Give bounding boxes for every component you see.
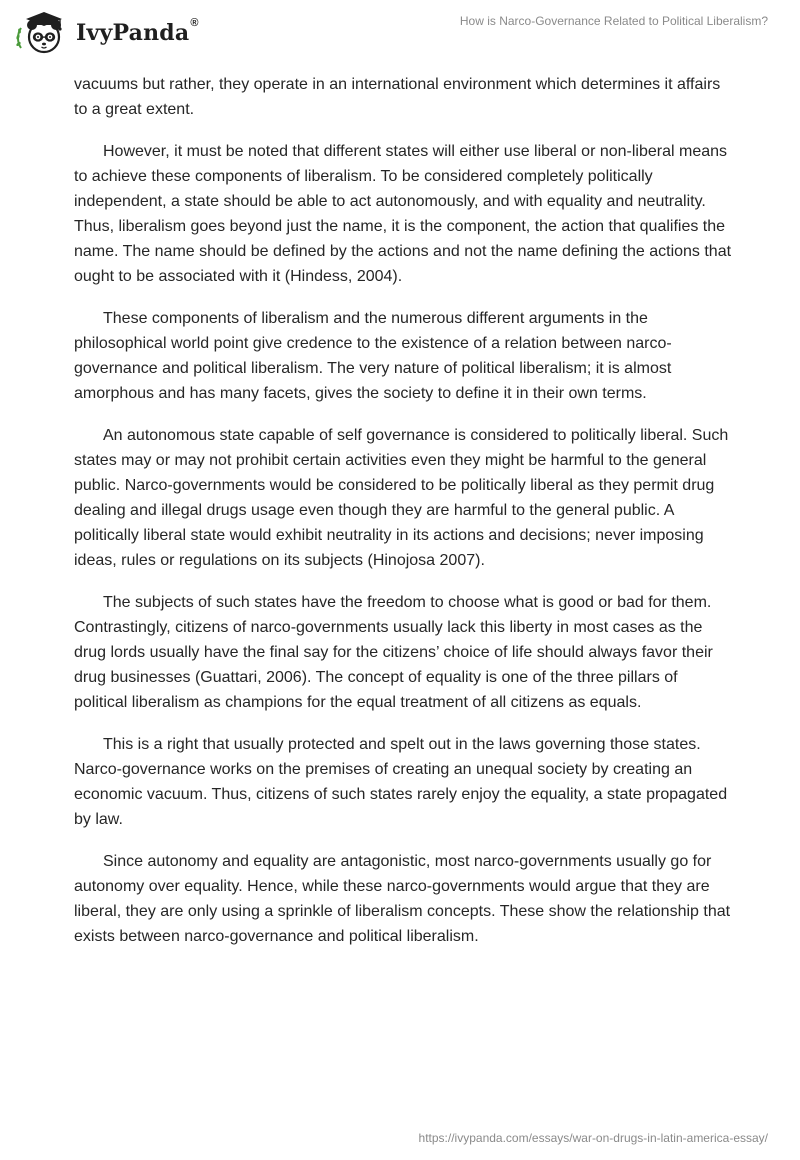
article-body [74,72,734,966]
article-paragraph: An autonomous state capable of self governance is considered to politically liberal. Such states may or may not prohibit certain activities even they might be harmful to the general public. Narco-governments would be considered to be politically liberal as they permit drug dealing and illegal drugs usage even though they are harmful to the general public. A politically liberal state would exhibit neutrality in its actions and decisions; never imposing ideas, rules or regulations on its subjects (Hinojosa 2007). [74,427,729,569]
article-paragraph: The subjects of such states have the freedom to choose what is good or bad for them. Contrastingly, citizens of narco-governments usually lack this liberty in most cases as the drug lords usually have the final say for the citizens’ choice of life should always favor their drug businesses (Guattari, 2006). The concept of equality is one of the three pillars of political liberalism as champions for the equal treatment of all citizens as equals. [74,594,713,711]
article-paragraph: This is a right that usually protected and spelt out in the laws governing those states. Narco-governance works on the premises of creating an unequal society by creating an economic vacuum. Thus, citizens of such states rarely enjoy the equality, a state propagated by law. [74,736,728,828]
document-title: How is Narco-Governance Related to Political Liberalism? [459,14,768,28]
ivypanda-logo[interactable] [14,8,199,56]
registered-mark: ® [190,17,199,29]
logo-wordmark [76,17,199,46]
panda-graduate-icon [14,8,70,56]
page-header [0,0,800,70]
article-paragraph: vacuums but rather, they operate in an international environment which determines it affairs to a great extent. [74,76,721,118]
article-paragraph: Since autonomy and equality are antagonistic, most narco-governments usually go for autonomy over equality. Hence, while these narco-governments would argue that they are liberal, they are only using a sprinkle of liberalism concepts. These show the relationship that exists between narco-governance and political liberalism. [74,853,731,945]
logo-text: IvyPanda [76,20,190,46]
source-url-link[interactable]: https://ivypanda.com/essays/war-on-drugs-in-latin-america-essay/ [418,1131,768,1145]
article-paragraph: However, it must be noted that different states will either use liberal or non-liberal means to achieve these components of liberalism. To be considered completely politically independent, a state should be able to act autonomously, and with equality and neutrality. Thus, liberalism goes beyond just the name, it is the component, the action that qualifies the name. The name should be defined by the actions and not the name defining the actions that ought to be associated with it (Hindess, 2004). [74,143,732,285]
article-paragraph: These components of liberalism and the numerous different arguments in the philosophical world point give credence to the existence of a relation between narco-governance and political liberalism. The very nature of political liberalism; it is almost amorphous and has many facets, gives the society to define it in their own terms. [74,310,672,402]
